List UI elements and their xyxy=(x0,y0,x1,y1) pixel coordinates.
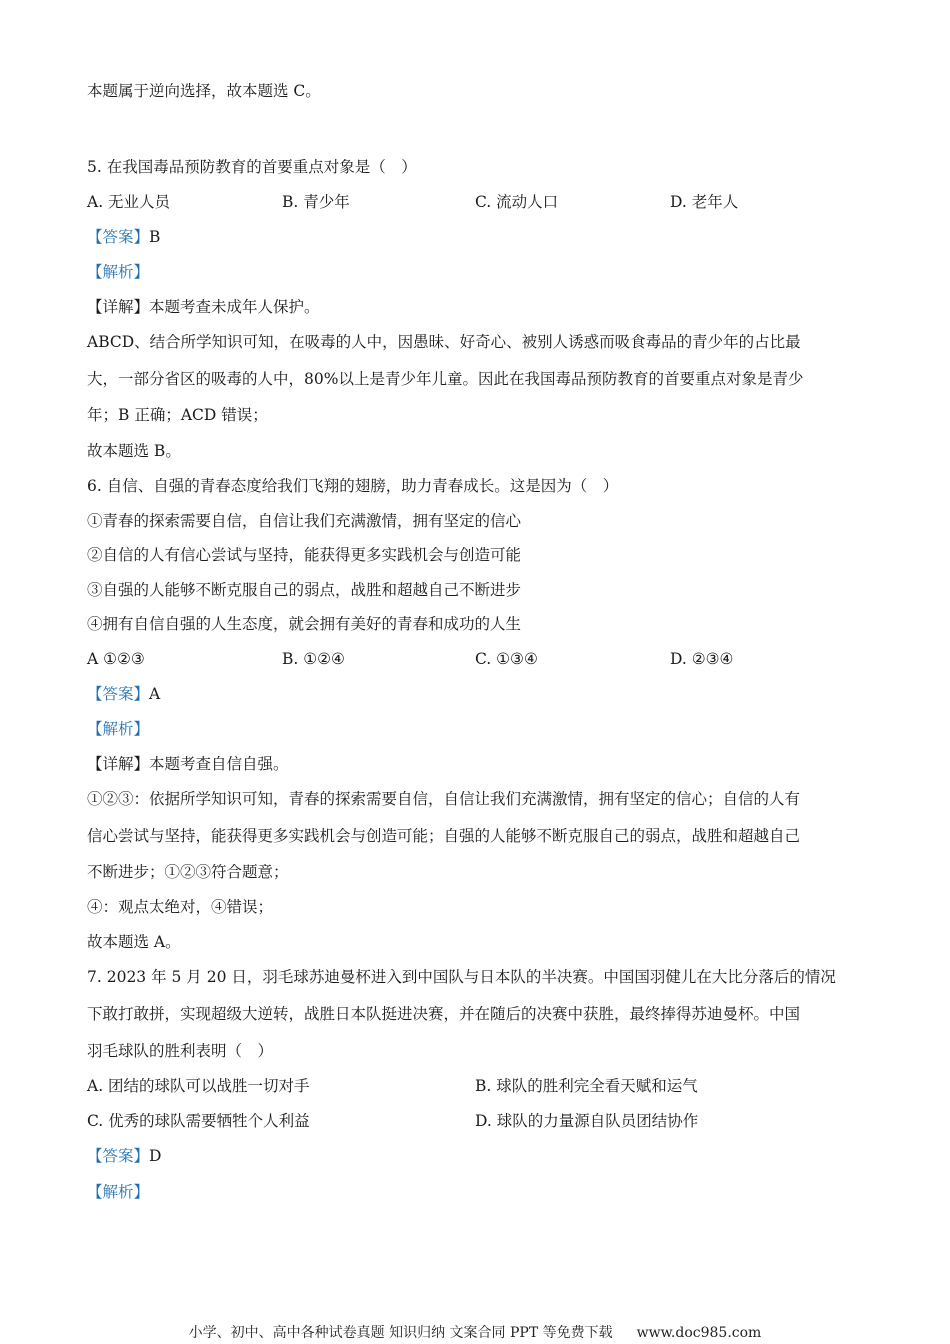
question-6-stem: 6. 自信、自强的青春态度给我们飞翔的翅膀，助力青春成长。这是因为（ ） xyxy=(87,477,619,495)
option-a: A. 无业人员 xyxy=(87,193,171,211)
question-5-options xyxy=(87,192,867,212)
page-footer xyxy=(0,1324,950,1342)
answer-value: B xyxy=(149,228,161,246)
explanation-line: ABCD、结合所学知识可知，在吸毒的人中，因愚昧、好奇心、被别人诱惑而吸食毒品的青少年的占比最 xyxy=(87,333,801,351)
question-7-stem: 7. 2023 年 5 月 20 日，羽毛球苏迪曼杯进入到中国队与日本队的半决赛。中国国羽健儿在大比分落后的情况 xyxy=(87,968,836,986)
answer-value: D xyxy=(149,1147,162,1165)
question-7-options-row1 xyxy=(87,1076,867,1096)
answer-line xyxy=(87,684,160,704)
answer-value: A xyxy=(149,685,161,703)
answer-tag: 【答案】 xyxy=(87,228,150,246)
option-d: D. 老年人 xyxy=(670,193,739,211)
option-c: C. 流动人口 xyxy=(475,193,559,211)
answer-line xyxy=(87,227,160,247)
explanation-line: 故本题选 B。 xyxy=(87,442,181,460)
option-d: D. ②③④ xyxy=(670,650,734,668)
question-5-stem: 5. 在我国毒品预防教育的首要重点对象是（ ） xyxy=(87,158,417,176)
option-b: B. ①②④ xyxy=(282,650,345,668)
question-7-stem: 下敢打敢拼，实现超级大逆转，战胜日本队挺进决赛，并在随后的决赛中获胜，最终捧得苏迪曼杯。中国 xyxy=(87,1005,801,1023)
analysis-tag: 【解析】 xyxy=(87,263,150,281)
option-a: A ①②③ xyxy=(87,650,145,668)
option-b: B. 青少年 xyxy=(282,193,350,211)
explanation-line: 不断进步；①②③符合题意； xyxy=(87,863,289,881)
conclusion-line: 本题属于逆向选择，故本题选 C。 xyxy=(87,82,321,100)
answer-line xyxy=(87,1146,161,1166)
explanation-line: ①②③：依据所学知识可知，青春的探索需要自信，自信让我们充满激情，拥有坚定的信心；自信的人有 xyxy=(87,790,801,808)
detail-text: 本题考查未成年人保护。 xyxy=(149,298,320,316)
analysis-tag: 【解析】 xyxy=(87,1183,150,1201)
analysis-tag: 【解析】 xyxy=(87,720,150,738)
answer-tag: 【答案】 xyxy=(87,1147,150,1165)
answer-tag: 【答案】 xyxy=(87,685,150,703)
detail-line xyxy=(87,754,289,774)
statement-2: ②自信的人有信心尝试与坚持，能获得更多实践机会与创造可能 xyxy=(87,546,522,564)
explanation-line: ④：观点太绝对，④错误； xyxy=(87,898,274,916)
statement-3: ③自强的人能够不断克服自己的弱点，战胜和超越自己不断进步 xyxy=(87,581,522,599)
option-a: A. 团结的球队可以战胜一切对手 xyxy=(87,1077,310,1095)
footer-text: 小学、初中、高中各种试卷真题 知识归纳 文案合同 PPT 等免费下载 xyxy=(188,1325,613,1341)
option-b: B. 球队的胜利完全看天赋和运气 xyxy=(475,1077,698,1095)
question-6-options xyxy=(87,649,867,669)
footer-link[interactable]: www.doc985.com xyxy=(636,1325,762,1341)
question-7-options-row2 xyxy=(87,1111,867,1131)
statement-4: ④拥有自信自强的人生态度，就会拥有美好的青春和成功的人生 xyxy=(87,615,522,633)
explanation-line: 故本题选 A。 xyxy=(87,933,181,951)
explanation-line: 信心尝试与坚持，能获得更多实践机会与创造可能；自强的人能够不断克服自己的弱点，战胜和超越自己 xyxy=(87,827,801,845)
detail-text: 本题考查自信自强。 xyxy=(149,755,289,773)
option-c: C. ①③④ xyxy=(475,650,538,668)
question-7-stem: 羽毛球队的胜利表明（ ） xyxy=(87,1042,274,1060)
detail-line xyxy=(87,297,320,317)
explanation-line: 大，一部分省区的吸毒的人中，80%以上是青少年儿童。因此在我国毒品预防教育的首要重点对象是青少 xyxy=(87,370,804,388)
statement-1: ①青春的探索需要自信，自信让我们充满激情，拥有坚定的信心 xyxy=(87,512,522,530)
option-d: D. 球队的力量源自队员团结协作 xyxy=(475,1112,699,1130)
detail-tag: 【详解】 xyxy=(87,298,150,316)
detail-tag: 【详解】 xyxy=(87,755,150,773)
explanation-line: 年；B 正确；ACD 错误； xyxy=(87,406,268,424)
option-c: C. 优秀的球队需要牺牲个人利益 xyxy=(87,1112,310,1130)
